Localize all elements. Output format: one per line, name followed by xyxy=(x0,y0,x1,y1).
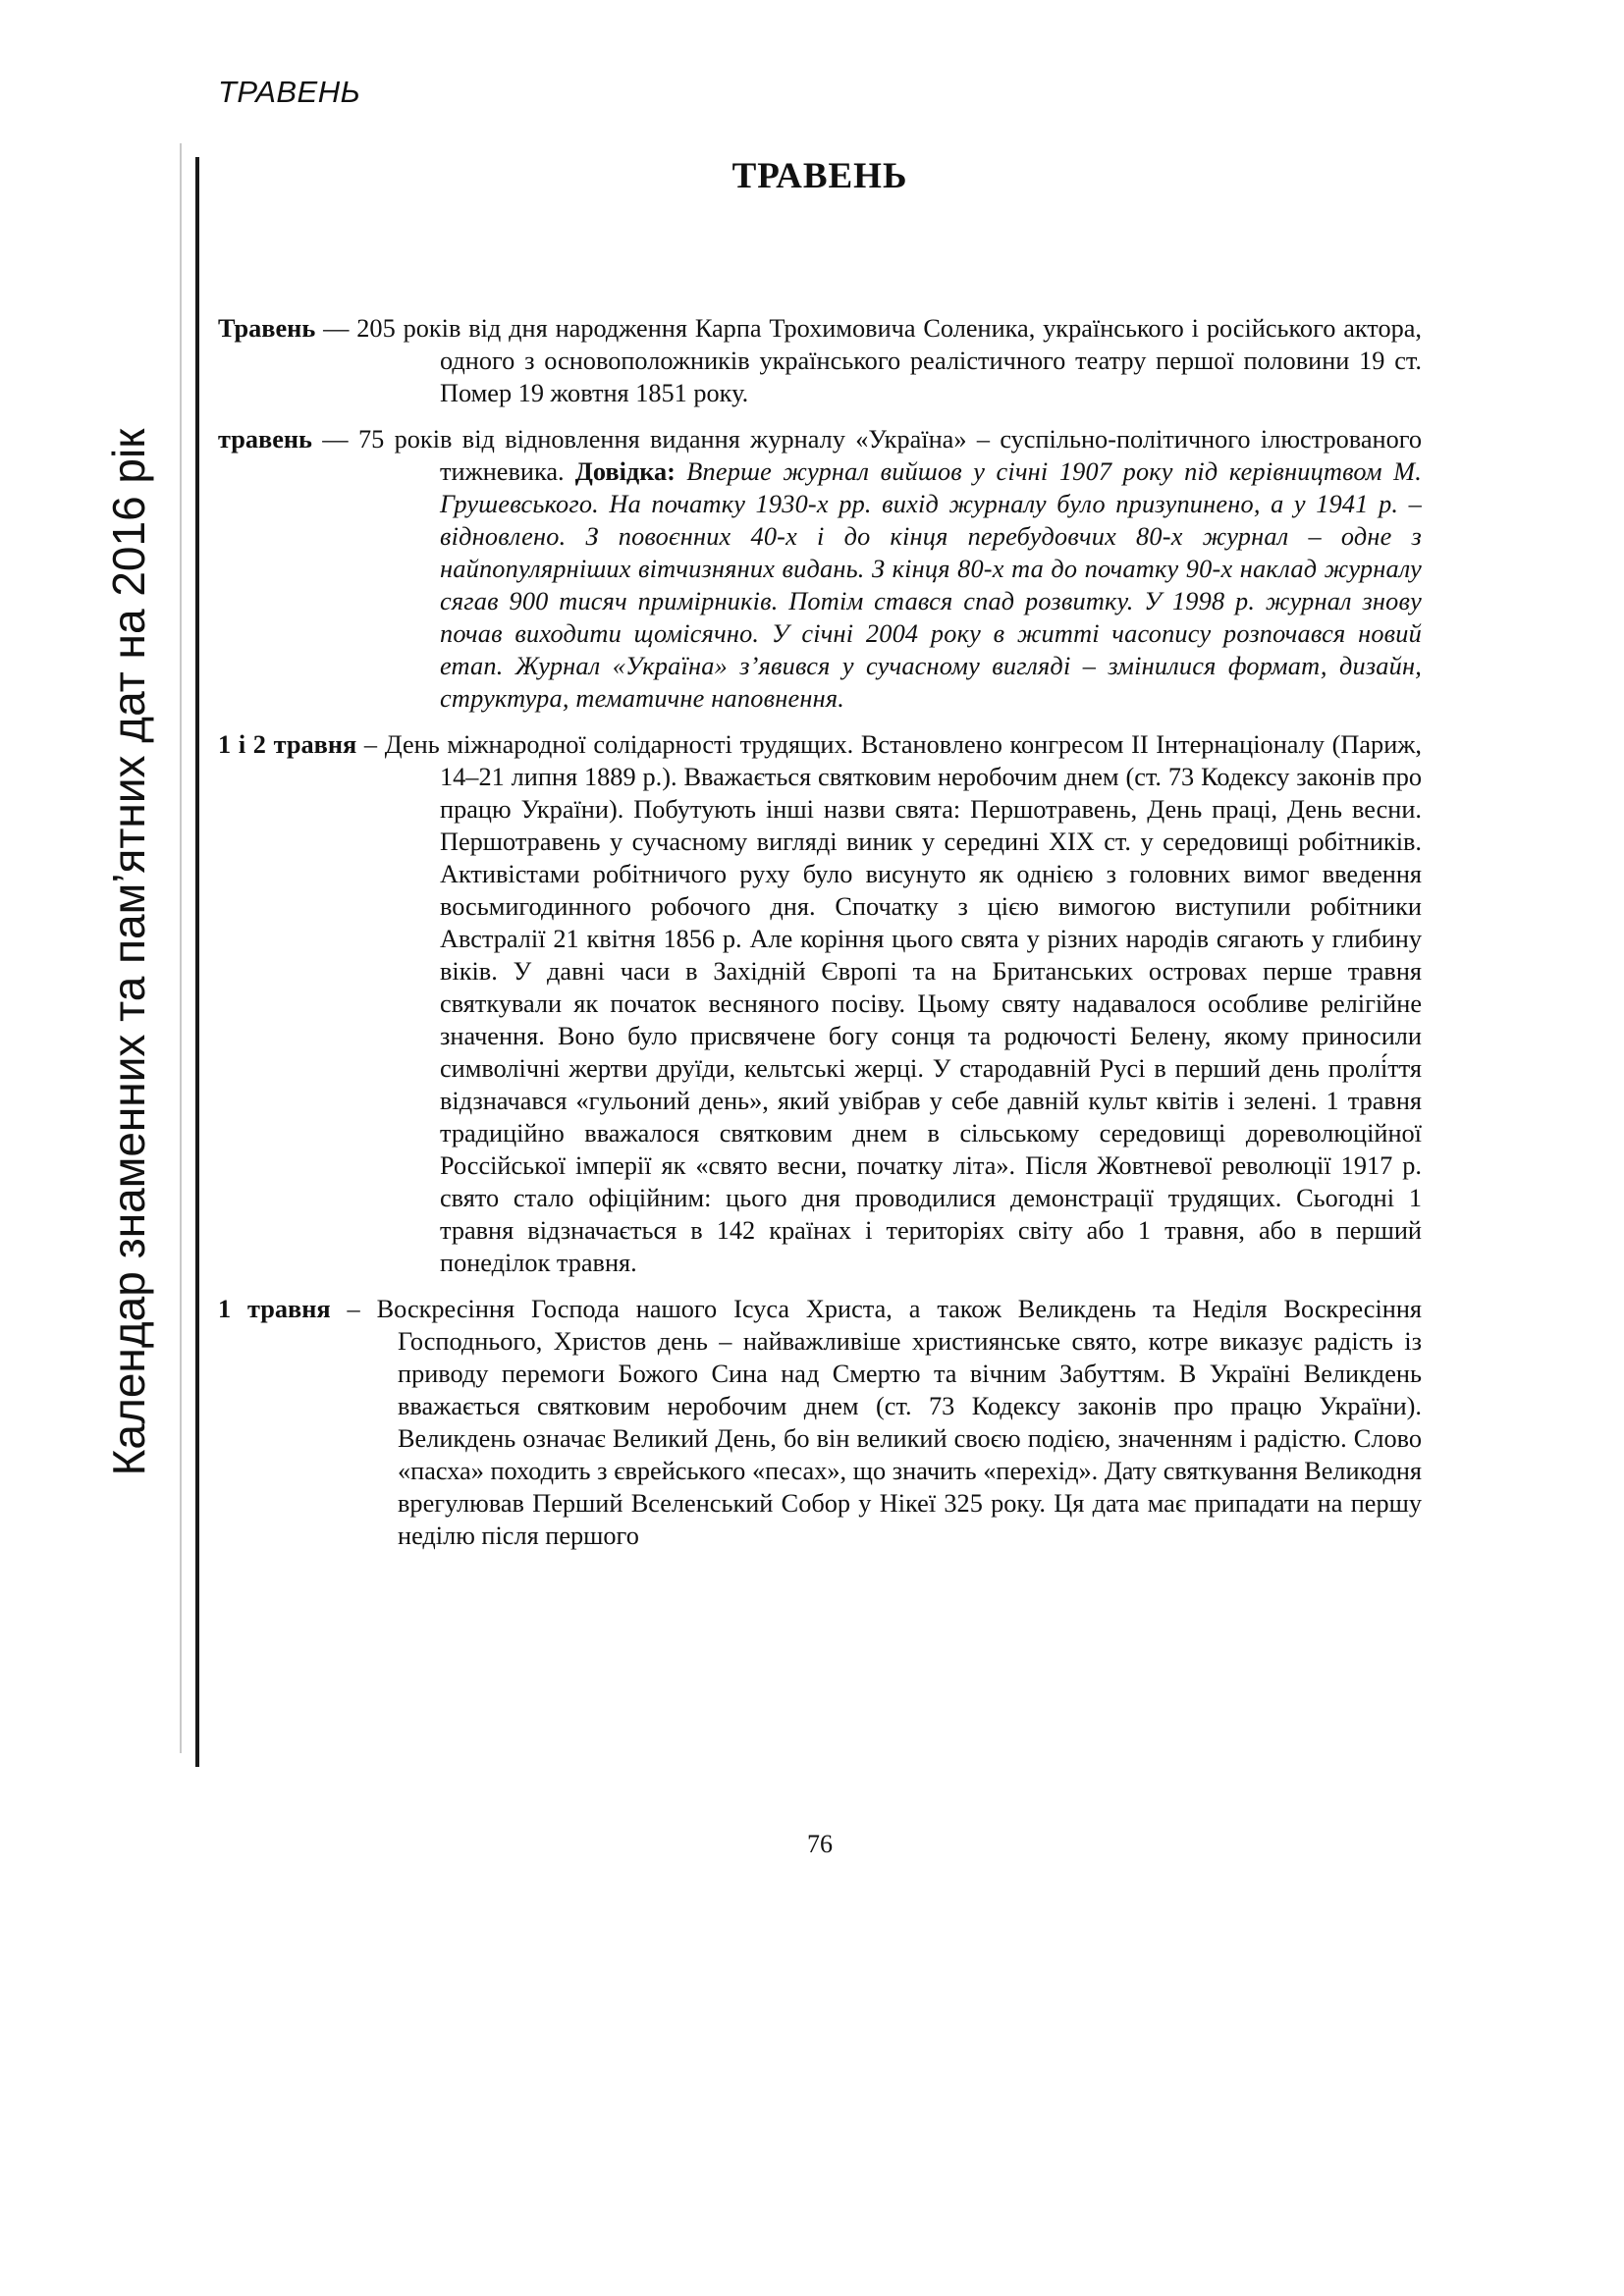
calendar-entry xyxy=(218,423,1422,715)
calendar-entries xyxy=(218,312,1422,1566)
running-header: ТРАВЕНЬ xyxy=(218,75,361,109)
page-number: 76 xyxy=(807,1830,833,1858)
page-title: ТРАВЕНЬ xyxy=(731,156,908,196)
calendar-entry xyxy=(218,1293,1422,1552)
side-rule-thin xyxy=(180,143,182,1753)
entry-date: травень xyxy=(218,425,312,454)
entry-date: 1 травня xyxy=(218,1295,331,1323)
entry-date: 1 і 2 травня xyxy=(218,730,357,759)
entry-text: 205 років від дня народження Карпа Трохимовича Соленика, українського і російського актора, одного з основоположників українського реалістичного театру першої половини 19 ст. Помер 19 жовтня 1851 року. xyxy=(356,314,1422,407)
entry-separator: – xyxy=(356,730,385,759)
entry-separator: – xyxy=(330,1295,377,1323)
entry-text: Воскресіння Господа нашого Ісуса Христа, а також Великдень та Неділя Воскресіння Господнього, Христов день – найважливіше християнське свято, котре виказує радість із приводу перемоги Божого Сина над Смертю та вічним Забуттям. В Україні Великдень вважається святковим неробочим днем (ст. 73 Кодексу законів про працю України). Великдень означає Великий День, бо він великий своєю подією, значенням і радістю. Слово «пасха» походить з єврейського «песах», що значить «перехід». Дату святкування Великодня врегулював Перший Вселенський Собор у Нікеї 325 року. Ця дата має припадати на першу неділю після першого xyxy=(376,1295,1422,1550)
entry-separator: — xyxy=(315,314,357,343)
side-rule-thick xyxy=(195,157,199,1767)
calendar-entry xyxy=(218,728,1422,1279)
entry-text: 75 років від відновлення видання журналу «Україна» – суспільно-політичного ілюстрованого тижневика. xyxy=(357,425,1422,486)
entry-separator: — xyxy=(311,425,358,454)
side-book-title: Календар знаменних та пам’ятних дат на 2016 рік xyxy=(103,428,154,1476)
reference-label: Довідка: xyxy=(574,457,676,486)
entry-text: День міжнародної солідарності трудящих. Встановлено конгресом II Інтернаціоналу (Париж, 14–21 липня 1889 р.). Вважається святковим неробочим днем (ст. 73 Кодексу законів про працю України). Побутують інші назви свята: Першотравень, День праці, День весни. Першотравень у сучасному вигляді виник у середині XIX ст. у середовищі робітників. Активістами робітничого руху було висунуто як однією з головних вимог введення восьмигодинного робочого дня. Спочатку з цією вимогою виступили робітники Австралії 21 квітня 1856 р. Але коріння цього свята у різних народів сягають у глибину віків. У давні часи в Західній Європі та на Британських островах перше травня святкували як початок весняного посіву. Цьому святу надавалося особливе релігійне значення. Воно було присвячене богу сонця та родючості Белену, якому приносили символічні жертви друїди, кельтські жерці. У стародавній Русі в перший день пролі́ття відзначався «гульоний день», який увібрав у себе давній культ квітів і зелені. 1 травня традиційно вважалося святковим днем в сільському середовищі дореволюційної Россійської імперії як «свято весни, початку літа». Після Жовтневої революції 1917 р. свято стало офіційним: цього дня проводилися демонстрації трудящих. Сьогодні 1 травня відзначається в 142 країнах і територіях світу або 1 травня, або в перший понеділок травня. xyxy=(384,730,1423,1277)
entry-date: Травень xyxy=(218,314,316,343)
reference-note: Вперше журнал вийшов у січні 1907 року під керівництвом М. Грушевського. На початку 1930-х рр. вихід журналу було призупинено, а у 1941 р. – відновлено. З повоєнних 40-х і до кінця перебудовчих 80-х журнал – одне з найпопулярніших вітчизняних видань. З кінця 80-х та до початку 90-х наклад журналу сягав 900 тисяч примірників. Потім стався спад розвитку. У 1998 р. журнал знову почав виходити щомісячно. У січні 2004 року в житті часопису розпочався новий етап. Журнал «Україна» з’явився у сучасному вигляді – змінилися формат, дизайн, структура, тематичне наповнення. xyxy=(440,457,1423,713)
calendar-entry xyxy=(218,312,1422,409)
